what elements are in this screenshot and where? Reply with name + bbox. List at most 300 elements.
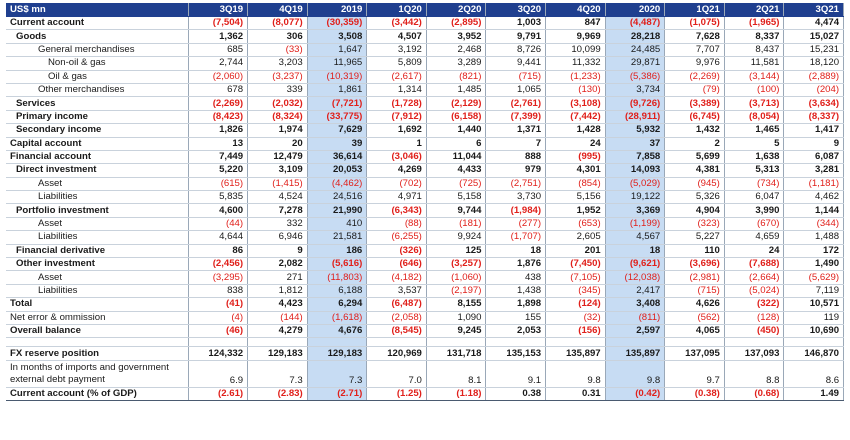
value-cell: 110 — [665, 244, 725, 257]
value-cell: 10,571 — [784, 298, 844, 311]
value-cell: 5,326 — [665, 191, 725, 204]
value-cell: (2,197) — [426, 284, 486, 297]
table-row — [6, 83, 844, 96]
value-cell: (821) — [426, 70, 486, 83]
value-cell: 7 — [486, 137, 546, 150]
row-label: Current account (% of GDP) — [6, 387, 188, 400]
value-cell: 39 — [307, 137, 367, 150]
value-cell: 3,734 — [605, 83, 665, 96]
value-cell: (7,721) — [307, 97, 367, 110]
value-cell: (702) — [367, 177, 427, 190]
value-cell: (6,487) — [367, 298, 427, 311]
spacer-cell — [367, 338, 427, 347]
value-cell: (715) — [486, 70, 546, 83]
row-label: FX reserve position — [6, 347, 188, 360]
value-cell: 5,220 — [188, 164, 248, 177]
value-cell: 3,537 — [367, 284, 427, 297]
value-cell: 4,065 — [665, 324, 725, 337]
value-cell: (7,442) — [546, 110, 606, 123]
value-cell: (28,911) — [605, 110, 665, 123]
value-cell: (3,295) — [188, 271, 248, 284]
value-cell: (79) — [665, 83, 725, 96]
value-cell: (3,108) — [546, 97, 606, 110]
row-label: Direct investment — [6, 164, 188, 177]
value-cell: 13 — [188, 137, 248, 150]
value-cell: (715) — [665, 284, 725, 297]
value-cell: (2,889) — [784, 70, 844, 83]
value-cell: (3,046) — [367, 150, 427, 163]
row-label: Non-oil & gas — [6, 57, 188, 70]
value-cell: 129,183 — [248, 347, 308, 360]
value-cell: 838 — [188, 284, 248, 297]
value-cell: 137,095 — [665, 347, 725, 360]
value-cell: 0.38 — [486, 387, 546, 400]
column-header: 2Q20 — [426, 3, 486, 17]
value-cell: 6 — [426, 137, 486, 150]
value-cell: (6,745) — [665, 110, 725, 123]
value-cell: 8,437 — [724, 43, 784, 56]
value-cell: (6,255) — [367, 231, 427, 244]
value-cell: (3,257) — [426, 258, 486, 271]
value-cell: 2 — [665, 137, 725, 150]
value-cell: 4,433 — [426, 164, 486, 177]
value-cell: 201 — [546, 244, 606, 257]
table-row — [6, 387, 844, 400]
value-cell: (7,399) — [486, 110, 546, 123]
value-cell: (1,199) — [605, 217, 665, 230]
value-cell: 1,876 — [486, 258, 546, 271]
column-header: 1Q21 — [665, 3, 725, 17]
value-cell: 24 — [546, 137, 606, 150]
value-cell: (4,182) — [367, 271, 427, 284]
value-cell: (12,038) — [605, 271, 665, 284]
value-cell: (7,688) — [724, 258, 784, 271]
spacer-cell — [784, 338, 844, 347]
value-cell: 15,027 — [784, 30, 844, 43]
value-cell: 4,659 — [724, 231, 784, 244]
value-cell: 9,791 — [486, 30, 546, 43]
value-cell: 5,809 — [367, 57, 427, 70]
value-cell: 137,093 — [724, 347, 784, 360]
value-cell: 3,192 — [367, 43, 427, 56]
column-header: 4Q19 — [248, 3, 308, 17]
value-cell: 9,245 — [426, 324, 486, 337]
value-cell: 2,417 — [605, 284, 665, 297]
column-header: 1Q20 — [367, 3, 427, 17]
value-cell: (2,456) — [188, 258, 248, 271]
spacer-row — [6, 338, 844, 347]
row-label: Primary income — [6, 110, 188, 123]
value-cell: (2,664) — [724, 271, 784, 284]
row-label: General merchandises — [6, 43, 188, 56]
row-label: Asset — [6, 217, 188, 230]
value-cell: 7,629 — [307, 124, 367, 137]
value-cell: 21,581 — [307, 231, 367, 244]
value-cell: (44) — [188, 217, 248, 230]
value-cell: (2.71) — [307, 387, 367, 400]
table-row — [6, 284, 844, 297]
value-cell: 410 — [307, 217, 367, 230]
value-cell: (130) — [546, 83, 606, 96]
value-cell: (156) — [546, 324, 606, 337]
value-cell: (322) — [724, 298, 784, 311]
value-cell: (4) — [188, 311, 248, 324]
value-cell: 4,971 — [367, 191, 427, 204]
table-row — [6, 177, 844, 190]
value-cell: 3,990 — [724, 204, 784, 217]
row-label: Liabilities — [6, 231, 188, 244]
table-row — [6, 231, 844, 244]
value-cell: 7,707 — [665, 43, 725, 56]
value-cell: 1,314 — [367, 83, 427, 96]
value-cell: 9.8 — [546, 360, 606, 387]
value-cell: 3,109 — [248, 164, 308, 177]
value-cell: (2,269) — [188, 97, 248, 110]
value-cell: 4,507 — [367, 30, 427, 43]
row-label: Portfolio investment — [6, 204, 188, 217]
value-cell: (450) — [724, 324, 784, 337]
table-row — [6, 97, 844, 110]
value-cell: (1,728) — [367, 97, 427, 110]
balance-of-payments-table — [6, 3, 844, 401]
value-cell: 332 — [248, 217, 308, 230]
spacer-cell — [188, 338, 248, 347]
value-cell: (8,324) — [248, 110, 308, 123]
value-cell: 5,835 — [188, 191, 248, 204]
value-cell: (204) — [784, 83, 844, 96]
value-cell: (8,337) — [784, 110, 844, 123]
table-row — [6, 110, 844, 123]
value-cell: (0.38) — [665, 387, 725, 400]
value-cell: 2,468 — [426, 43, 486, 56]
table-body — [6, 17, 844, 401]
value-cell: (2,751) — [486, 177, 546, 190]
value-cell: (2,761) — [486, 97, 546, 110]
value-cell: 3,369 — [605, 204, 665, 217]
table-row — [6, 244, 844, 257]
value-cell: 12,479 — [248, 150, 308, 163]
value-cell: (88) — [367, 217, 427, 230]
row-label: Goods — [6, 30, 188, 43]
value-cell: (5,386) — [605, 70, 665, 83]
value-cell: 18 — [486, 244, 546, 257]
value-cell: 11,044 — [426, 150, 486, 163]
value-cell: 1 — [367, 137, 427, 150]
value-cell: 1,812 — [248, 284, 308, 297]
table-row — [6, 124, 844, 137]
value-cell: 4,600 — [188, 204, 248, 217]
value-cell: 186 — [307, 244, 367, 257]
value-cell: 1.49 — [784, 387, 844, 400]
value-cell: 438 — [486, 271, 546, 284]
value-cell: 24,485 — [605, 43, 665, 56]
row-label: Overall balance — [6, 324, 188, 337]
value-cell: (7,504) — [188, 17, 248, 30]
value-cell: 9.1 — [486, 360, 546, 387]
value-cell: 4,301 — [546, 164, 606, 177]
value-cell: 3,289 — [426, 57, 486, 70]
value-cell: 2,597 — [605, 324, 665, 337]
value-cell: 2,053 — [486, 324, 546, 337]
value-cell: (8,077) — [248, 17, 308, 30]
value-cell: 7,449 — [188, 150, 248, 163]
value-cell: (1.25) — [367, 387, 427, 400]
value-cell: 14,093 — [605, 164, 665, 177]
value-cell: 4,567 — [605, 231, 665, 244]
value-cell: (2,058) — [367, 311, 427, 324]
value-cell: 1,974 — [248, 124, 308, 137]
table-row — [6, 43, 844, 56]
value-cell: 7.0 — [367, 360, 427, 387]
value-cell: 24 — [724, 244, 784, 257]
spacer-cell — [426, 338, 486, 347]
value-cell: 8.1 — [426, 360, 486, 387]
value-cell: (2,617) — [367, 70, 427, 83]
value-cell: (2,032) — [248, 97, 308, 110]
value-cell: 36,614 — [307, 150, 367, 163]
value-cell: (100) — [724, 83, 784, 96]
value-cell: 1,861 — [307, 83, 367, 96]
value-cell: 4,462 — [784, 191, 844, 204]
row-label: Other merchandises — [6, 83, 188, 96]
spacer-cell — [546, 338, 606, 347]
table-row — [6, 271, 844, 284]
value-cell: 6,188 — [307, 284, 367, 297]
value-cell: 8,155 — [426, 298, 486, 311]
value-cell: (33,775) — [307, 110, 367, 123]
column-header: 2020 — [605, 3, 665, 17]
column-header: 2Q21 — [724, 3, 784, 17]
value-cell: (6,343) — [367, 204, 427, 217]
value-cell: 1,488 — [784, 231, 844, 244]
spacer-cell — [307, 338, 367, 347]
value-cell: (3,144) — [724, 70, 784, 83]
value-cell: 5,313 — [724, 164, 784, 177]
value-cell: 1,144 — [784, 204, 844, 217]
column-header: 3Q20 — [486, 3, 546, 17]
value-cell: 18 — [605, 244, 665, 257]
value-cell: 7,628 — [665, 30, 725, 43]
value-cell: (128) — [724, 311, 784, 324]
table-row — [6, 324, 844, 337]
value-cell: 5,227 — [665, 231, 725, 244]
value-cell: 5,699 — [665, 150, 725, 163]
value-cell: 172 — [784, 244, 844, 257]
value-cell: 3,952 — [426, 30, 486, 43]
value-cell: 1,065 — [486, 83, 546, 96]
value-cell: 9,976 — [665, 57, 725, 70]
value-cell: 1,490 — [784, 258, 844, 271]
value-cell: 28,218 — [605, 30, 665, 43]
value-cell: (30,359) — [307, 17, 367, 30]
value-cell: (1,181) — [784, 177, 844, 190]
row-label: Net error & ommission — [6, 311, 188, 324]
balance-of-payments-table-container — [6, 3, 844, 401]
value-cell: 11,581 — [724, 57, 784, 70]
table-row — [6, 347, 844, 360]
row-label: Current account — [6, 17, 188, 30]
spacer-cell — [6, 338, 188, 347]
value-cell: (1,415) — [248, 177, 308, 190]
value-cell: (124) — [546, 298, 606, 311]
value-cell: 271 — [248, 271, 308, 284]
value-cell: (2,895) — [426, 17, 486, 30]
value-cell: 1,428 — [546, 124, 606, 137]
value-cell: 7,119 — [784, 284, 844, 297]
value-cell: 5 — [724, 137, 784, 150]
value-cell: 29,871 — [605, 57, 665, 70]
value-cell: (5,024) — [724, 284, 784, 297]
table-row — [6, 258, 844, 271]
value-cell: 685 — [188, 43, 248, 56]
spacer-cell — [248, 338, 308, 347]
value-cell: 7,858 — [605, 150, 665, 163]
value-cell: (5,029) — [605, 177, 665, 190]
value-cell: 11,332 — [546, 57, 606, 70]
row-label: Liabilities — [6, 191, 188, 204]
value-cell: 4,644 — [188, 231, 248, 244]
value-cell: 2,605 — [546, 231, 606, 244]
value-cell: 1,485 — [426, 83, 486, 96]
value-cell: 3,203 — [248, 57, 308, 70]
value-cell: 146,870 — [784, 347, 844, 360]
value-cell: 2,082 — [248, 258, 308, 271]
value-cell: (1,965) — [724, 17, 784, 30]
value-cell: 1,826 — [188, 124, 248, 137]
value-cell: 979 — [486, 164, 546, 177]
value-cell: 124,332 — [188, 347, 248, 360]
value-cell: 1,440 — [426, 124, 486, 137]
table-row — [6, 150, 844, 163]
value-cell: 135,897 — [546, 347, 606, 360]
value-cell: (345) — [546, 284, 606, 297]
value-cell: 5,156 — [546, 191, 606, 204]
row-label: Capital account — [6, 137, 188, 150]
value-cell: 1,465 — [724, 124, 784, 137]
value-cell: 9,924 — [426, 231, 486, 244]
column-header: 3Q19 — [188, 3, 248, 17]
spacer-cell — [724, 338, 784, 347]
value-cell: (4,462) — [307, 177, 367, 190]
value-cell: 4,904 — [665, 204, 725, 217]
value-cell: (1,984) — [486, 204, 546, 217]
value-cell: 4,524 — [248, 191, 308, 204]
value-cell: 20,053 — [307, 164, 367, 177]
value-cell: 1,638 — [724, 150, 784, 163]
value-cell: 1,432 — [665, 124, 725, 137]
value-cell: 119 — [784, 311, 844, 324]
value-cell: 339 — [248, 83, 308, 96]
value-cell: 1,898 — [486, 298, 546, 311]
value-cell: 9.7 — [665, 360, 725, 387]
value-cell: 86 — [188, 244, 248, 257]
row-label: Liabilities — [6, 284, 188, 297]
value-cell: 1,438 — [486, 284, 546, 297]
value-cell: 11,965 — [307, 57, 367, 70]
value-cell: (4,487) — [605, 17, 665, 30]
value-cell: 4,423 — [248, 298, 308, 311]
table-row — [6, 70, 844, 83]
value-cell: (725) — [426, 177, 486, 190]
value-cell: 1,362 — [188, 30, 248, 43]
value-cell: (646) — [367, 258, 427, 271]
value-cell: (6,158) — [426, 110, 486, 123]
value-cell: 20 — [248, 137, 308, 150]
value-cell: 847 — [546, 17, 606, 30]
value-cell: 129,183 — [307, 347, 367, 360]
value-cell: 9.8 — [605, 360, 665, 387]
value-cell: 135,897 — [605, 347, 665, 360]
row-label: Other investment — [6, 258, 188, 271]
value-cell: (2,981) — [665, 271, 725, 284]
value-cell: 1,090 — [426, 311, 486, 324]
value-cell: 1,952 — [546, 204, 606, 217]
value-cell: (2,129) — [426, 97, 486, 110]
value-cell: (8,423) — [188, 110, 248, 123]
column-header: 3Q21 — [784, 3, 844, 17]
value-cell: 21,990 — [307, 204, 367, 217]
value-cell: (5,616) — [307, 258, 367, 271]
row-label: Oil & gas — [6, 70, 188, 83]
column-header: 2019 — [307, 3, 367, 17]
table-header-row — [6, 3, 844, 17]
row-label: Financial derivative — [6, 244, 188, 257]
row-label: Asset — [6, 177, 188, 190]
value-cell: (3,389) — [665, 97, 725, 110]
value-cell: 19,122 — [605, 191, 665, 204]
value-cell: 10,690 — [784, 324, 844, 337]
value-cell: (1,075) — [665, 17, 725, 30]
table-row — [6, 57, 844, 70]
value-cell: (7,450) — [546, 258, 606, 271]
value-cell: 24,516 — [307, 191, 367, 204]
value-cell: (11,803) — [307, 271, 367, 284]
value-cell: (653) — [546, 217, 606, 230]
value-cell: 8,726 — [486, 43, 546, 56]
value-cell: 678 — [188, 83, 248, 96]
value-cell: (734) — [724, 177, 784, 190]
spacer-cell — [665, 338, 725, 347]
value-cell: (3,713) — [724, 97, 784, 110]
value-cell: (344) — [784, 217, 844, 230]
value-cell: 8.6 — [784, 360, 844, 387]
value-cell: 6,047 — [724, 191, 784, 204]
value-cell: (3,634) — [784, 97, 844, 110]
value-cell: 10,099 — [546, 43, 606, 56]
value-cell: 6,946 — [248, 231, 308, 244]
value-cell: (8,545) — [367, 324, 427, 337]
value-cell: 1,003 — [486, 17, 546, 30]
row-label: Asset — [6, 271, 188, 284]
value-cell: (670) — [724, 217, 784, 230]
value-cell: 1,417 — [784, 124, 844, 137]
value-cell: 9,969 — [546, 30, 606, 43]
row-label: Secondary income — [6, 124, 188, 137]
value-cell: (2.61) — [188, 387, 248, 400]
value-cell: (5,629) — [784, 271, 844, 284]
value-cell: (326) — [367, 244, 427, 257]
value-cell: (277) — [486, 217, 546, 230]
value-cell: (0.68) — [724, 387, 784, 400]
value-cell: 3,508 — [307, 30, 367, 43]
value-cell: (144) — [248, 311, 308, 324]
value-cell: 4,626 — [665, 298, 725, 311]
value-cell: 3,730 — [486, 191, 546, 204]
value-cell: 0.31 — [546, 387, 606, 400]
value-cell: (811) — [605, 311, 665, 324]
column-header: 4Q20 — [546, 3, 606, 17]
value-cell: 1,647 — [307, 43, 367, 56]
